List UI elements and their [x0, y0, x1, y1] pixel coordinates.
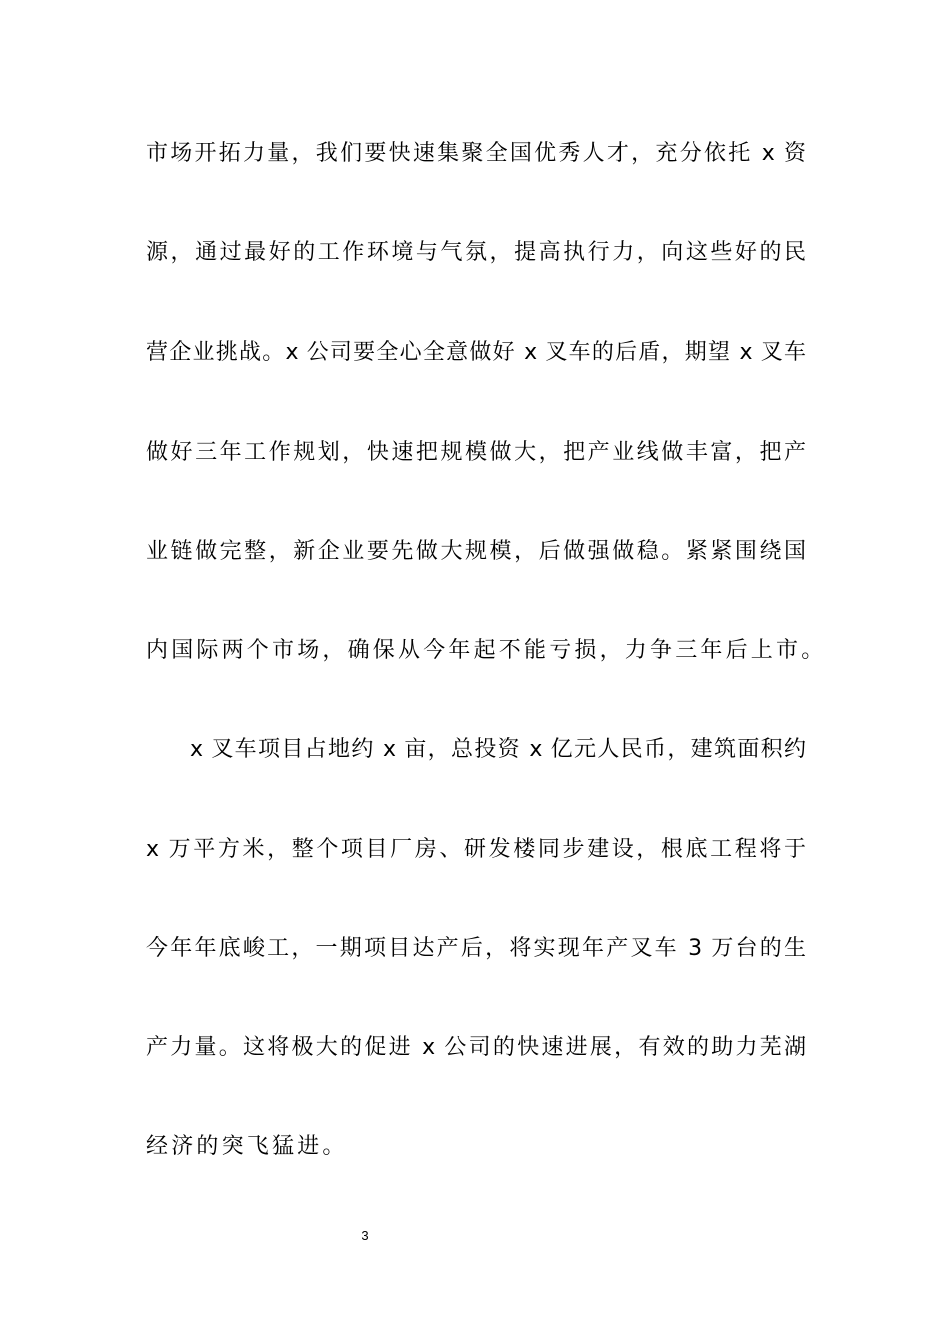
paragraph-2-line-3: 今年年底峻工，一期项目达产后，将实现年产叉车 3 万台的生	[146, 936, 806, 961]
paragraph-2-line-2: x 万平方米，整个项目厂房、研发楼同步建设，根底工程将于	[146, 837, 806, 862]
paragraph-1-line-4: 做好三年工作规划，快速把规模做大，把产业线做丰富，把产	[146, 440, 806, 465]
paragraph-1-line-1: 市场开拓力量，我们要快速集聚全国优秀人才，充分依托 x 资	[146, 141, 806, 166]
paragraph-2-line-5: 经济的突飞猛进。	[146, 1134, 348, 1159]
paragraph-2-line-4: 产力量。这将极大的促进 x 公司的快速进展，有效的助力芜湖	[146, 1035, 806, 1060]
paragraph-2-line-1: x 叉车项目占地约 x 亩，总投资 x 亿元人民币，建筑面积约	[190, 737, 806, 762]
page-number: 3	[361, 1228, 369, 1243]
paragraph-1-line-2: 源，通过最好的工作环境与气氛，提高执行力，向这些好的民	[146, 240, 806, 265]
paragraph-1-line-3: 营企业挑战。x 公司要全心全意做好 x 叉车的后盾，期望 x 叉车	[146, 340, 806, 365]
paragraph-1-line-5: 业链做完整，新企业要先做大规模，后做强做稳。紧紧围绕国	[146, 539, 806, 564]
paragraph-1-line-6: 内国际两个市场，确保从今年起不能亏损，力争三年后上市。	[146, 638, 827, 663]
